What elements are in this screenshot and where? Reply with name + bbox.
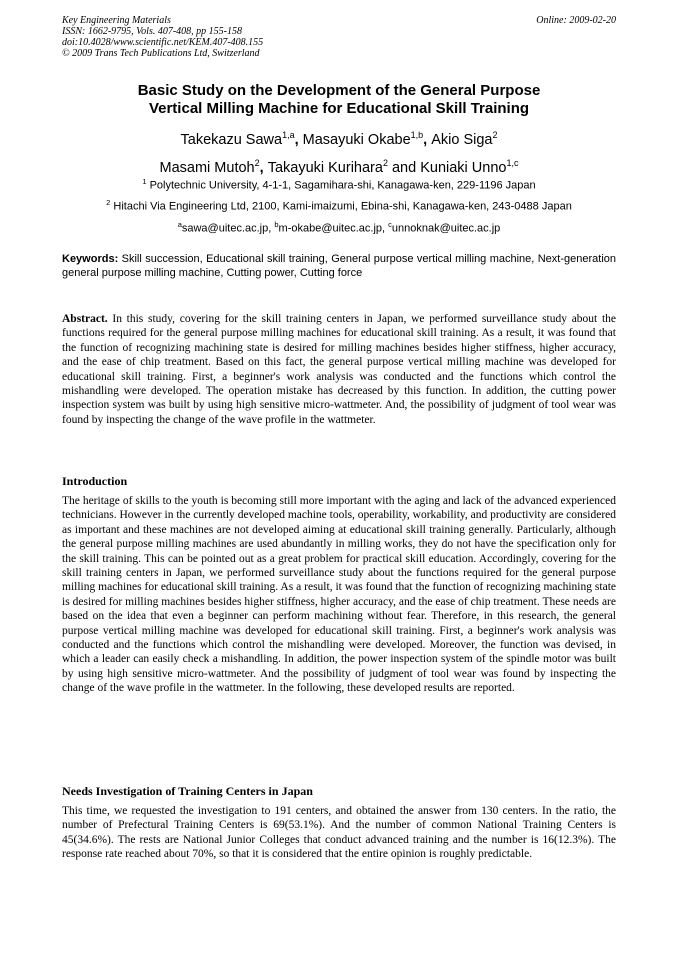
keywords — [62, 252, 616, 280]
affiliation-text: Hitachi Via Engineering Ltd, 2100, Kami-imaizumi, Ebina-shi, Kanagawa-ken, 243-0488 Japan — [113, 200, 572, 213]
author-affil-mark: 2 — [382, 157, 388, 168]
introduction-paragraph: The heritage of skills to the youth is becoming still more important with the aging and lack of the advanced experienced technicians. However in the currently developed machine tools, operability, workability, and productivity are considered as important and these machines are not developed aiming at educational skill training generally. Particularly, although the general purpose milling machines are used abundantly in milling works, they do not have the specification only for the skill training. This can be pointed out as a great problem for practical skill education. Accordingly, covering for the skill training centers in Japan, we performed surveillance study about the functions required for the general purpose milling machines for educational skill training. As a result, it was found that the function of recognizing machining state is desired for milling machines besides higher stiffness, higher accuracy, and the ease of chip treatment. These needs are based on the idea that even a beginner can perform machining without fear. Therefore, in this research, the general purpose vertical milling machine was developed for educational skill training. First, a beginner's work analysis was conducted and the functions which control the mishandling were developed. Moreover, the function was devised, in which a leader can easily check a mishandling. In addition, the power inspection system of the spindle motor was built by using high sensitive micro-wattmeter. And the possibility of judgment of tool wear was found by inspecting the change of the wave profile in the wattmeter. In the following, these developed results are reported. — [62, 495, 616, 695]
issn-line: ISSN: 1662-9795, Vols. 407-408, pp 155-158 — [62, 26, 242, 37]
keywords-text: Skill succession, Educational skill training, General purpose vertical milling machine, Next-generation general purpose milling machine, Cutting power, Cutting force — [62, 253, 616, 279]
author-list — [62, 124, 616, 180]
author-affil-mark: 1,c — [506, 157, 519, 168]
abstract-text: In this study, covering for the skill training centers in Japan, we performed surveillance study about the functions required for the general purpose milling machines for educational skill training. As a result, it was found that the function of recognizing machining state is desired for milling machines besides higher stiffness, higher accuracy, and the ease of chip treatment. Based on this fact, the general purpose vertical milling machine was developed for educational skill training. First, a beginner's work analysis was conducted and the functions which control the mishandling were developed. The operation mistake has decreased by this function. In addition, the cutting power inspection system was built by using high sensitive micro-wattmeter. And, the possibility of judgment of tool wear was found by inspecting the change of the wave profile in the wattmeter. — [62, 313, 616, 426]
needs-paragraph: This time, we requested the investigation to 191 centers, and obtained the answer from 130 centers. In the ratio, the number of Prefectural Training Centers is 69(53.1%). And the number of common National Training Centers is 45(34.6%). The rests are National Junior Colleges that conduct advanced training and the number is 16(12.3%). The response rate reached about 70%, so that it is considered that the entire opinion is roughly predictable. — [62, 805, 616, 861]
copyright-line: © 2009 Trans Tech Publications Ltd, Switzerland — [62, 48, 260, 59]
email-mark: b — [274, 220, 279, 229]
abstract — [62, 312, 616, 427]
email-mark: a — [177, 220, 182, 229]
author-name: Masami Mutoh — [159, 159, 255, 176]
affiliation-mark: 2 — [106, 198, 111, 207]
email-link[interactable]: unnoknak@uitec.ac.jp — [391, 222, 501, 235]
author-separator: , — [259, 159, 268, 176]
affiliation-text: Polytechnic University, 4-1-1, Sagamihara-shi, Kanagawa-ken, 229-1196 Japan — [149, 179, 536, 192]
affiliation-2 — [62, 196, 616, 214]
author-name: Takayuki Kurihara — [267, 159, 383, 176]
email-addresses — [62, 218, 616, 236]
email-link[interactable]: sawa@uitec.ac.jp, — [181, 222, 275, 235]
author-affil-mark: 1,a — [282, 130, 295, 140]
author-affil-mark: 2 — [254, 157, 260, 168]
journal-name: Key Engineering Materials — [62, 15, 171, 26]
publication-header — [62, 15, 616, 59]
keywords-label: Keywords: — [62, 253, 119, 265]
affiliation-mark: 1 — [142, 177, 147, 186]
author-name: Akio Siga — [431, 131, 493, 148]
title-line-2: Vertical Milling Machine for Educational Skill Training — [148, 100, 530, 117]
author-name: Kuniaki Unno — [420, 159, 507, 176]
abstract-label: Abstract. — [62, 313, 108, 325]
doi-line: doi:10.4028/www.scientific.net/KEM.407-408.155 — [62, 37, 264, 48]
author-separator: , — [294, 131, 303, 148]
author-separator: , — [423, 131, 432, 148]
author-line-1 — [62, 124, 616, 152]
affiliation-1 — [62, 175, 616, 193]
author-name: Takekazu Sawa — [180, 131, 283, 148]
email-link[interactable]: m-okabe@uitec.ac.jp, — [278, 222, 389, 235]
online-date: Online: 2009-02-20 — [536, 15, 616, 26]
title-line-1: Basic Study on the Development of the General Purpose — [137, 82, 541, 99]
paper-title — [62, 82, 616, 118]
author-affil-mark: 2 — [492, 130, 498, 140]
email-mark: c — [388, 220, 392, 229]
section-heading-introduction: Introduction — [62, 474, 128, 488]
author-affil-mark: 1,b — [410, 130, 424, 140]
author-separator: and — [387, 159, 421, 176]
author-name: Masayuki Okabe — [302, 131, 411, 148]
section-heading-needs: Needs Investigation of Training Centers in Japan — [62, 784, 313, 798]
